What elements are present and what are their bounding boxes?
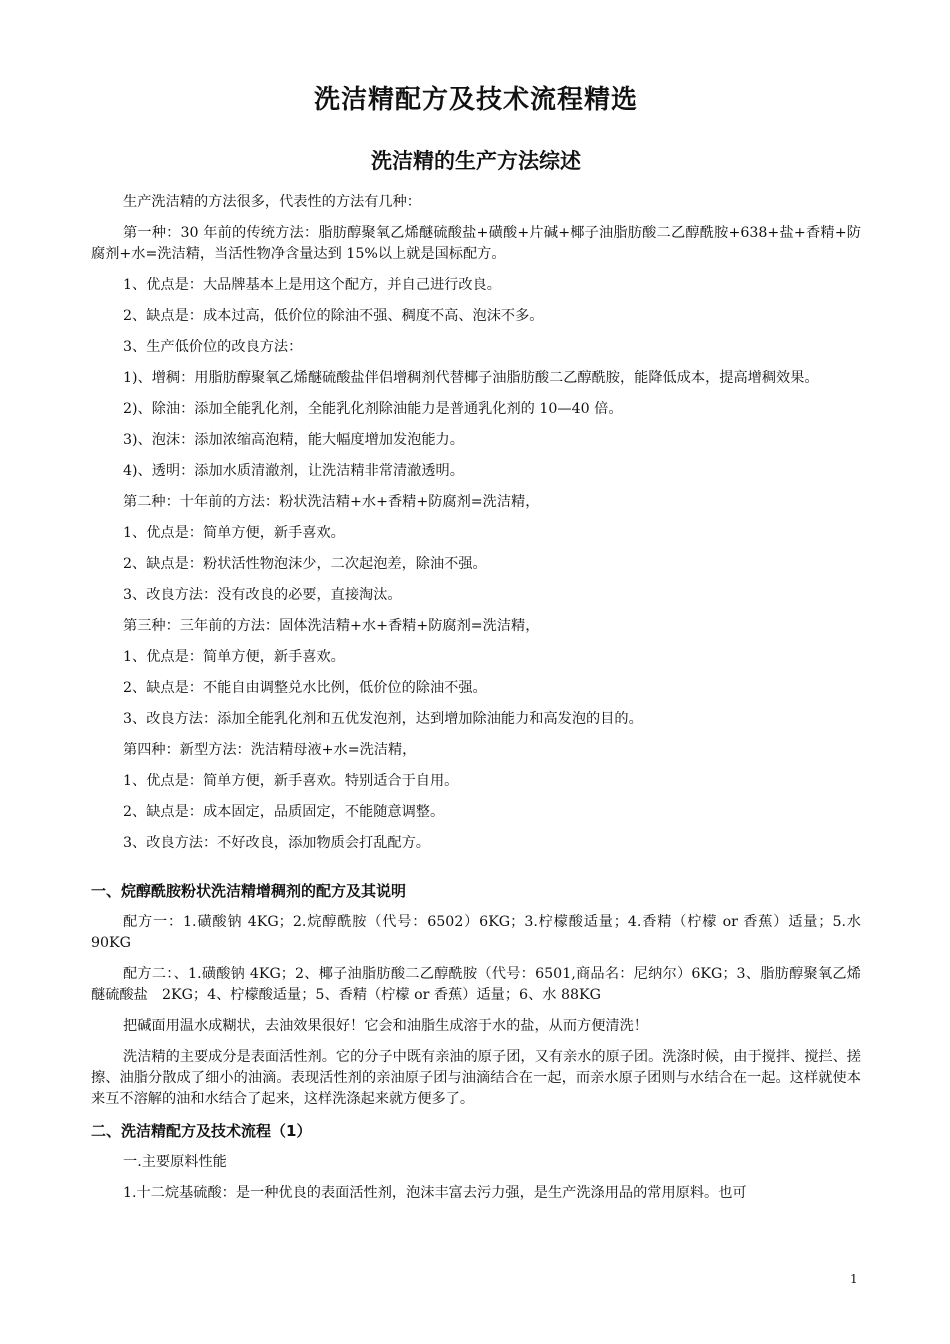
paragraph: 1)、增稠：用脂肪醇聚氧乙烯醚硫酸盐伴侣增稠剂代替椰子油脂肪酸二乙醇酰胺，能降低成本，提高增稠效果。 [123, 370, 819, 386]
document-title: 洗洁精配方及技术流程精选 [313, 85, 638, 115]
paragraph: 4)、透明：添加水质清澈剂，让洗洁精非常清澈透明。 [123, 463, 464, 479]
paragraph: 1.十二烷基硫酸：是一种优良的表面活性剂，泡沫丰富去污力强，是生产洗涤用品的常用原料。也可 [123, 1185, 747, 1201]
paragraph: 2、缺点是：成本过高，低价位的除油不强、稠度不高、泡沫不多。 [123, 308, 544, 324]
paragraph: 第三种：三年前的方法：固体洗洁精+水+香精+防腐剂=洗洁精， [123, 618, 540, 634]
paragraph: 1、优点是：简单方便，新手喜欢。 [123, 649, 345, 665]
paragraph: 1、优点是：简单方便，新手喜欢。特别适合于自用。 [123, 773, 459, 789]
paragraph: 1、优点是：大品牌基本上是用这个配方，并自己进行改良。 [123, 277, 501, 293]
paragraph: 2、缺点是：粉状活性物泡沫少，二次起泡差，除油不强。 [123, 556, 487, 572]
paragraph: 3)、泡沫：添加浓缩高泡精，能大幅度增加发泡能力。 [123, 432, 464, 448]
paragraph: 第一种：30 年前的传统方法：脂肪醇聚氧乙烯醚硫酸盐+磺酸+片碱+椰子油脂肪酸二乙醇酰胺+638+盐+香精+防腐剂+水=洗洁精，当活性物净含量达到 15%以上就是国标配方。 [91, 225, 861, 262]
paragraph: 把碱面用温水成糊状，去油效果很好！它会和油脂生成溶于水的盐，从而方便清洗！ [123, 1018, 648, 1034]
paragraph: 1、优点是：简单方便，新手喜欢。 [123, 525, 345, 541]
paragraph: 3、改良方法：没有改良的必要，直接淘汰。 [123, 587, 402, 603]
section-heading: 二、洗洁精配方及技术流程（1） [91, 1122, 312, 1140]
paragraph: 生产洗洁精的方法很多，代表性的方法有几种： [123, 194, 421, 210]
paragraph: 配方一：1.磺酸钠 4KG；2.烷醇酰胺（代号：6502）6KG；3.柠檬酸适量；4.香精（柠檬 or 香蕉）适量；5.水 90KG [91, 914, 861, 951]
document-subtitle: 洗洁精的生产方法综述 [371, 149, 581, 173]
paragraph: 第二种：十年前的方法：粉状洗洁精+水+香精+防腐剂=洗洁精， [123, 494, 540, 510]
page-number: 1 [850, 1272, 858, 1286]
paragraph: 洗洁精的主要成分是表面活性剂。它的分子中既有亲油的原子团，又有亲水的原子团。洗涤时候，由于搅拌、搅拦、搓擦、油脂分散成了细小的油滴。表现活性剂的亲油原子团与油滴结合在一起，而亲水原子团则与水结合在一起。这样就使本来互不溶解的油和水结合了起来，这样洗涤起来就方便多了。 [91, 1049, 861, 1107]
paragraph: 2、缺点是：成本固定，品质固定，不能随意调整。 [123, 804, 445, 820]
paragraph: 3、改良方法：添加全能乳化剂和五优发泡剂，达到增加除油能力和高发泡的目的。 [123, 711, 643, 727]
paragraph: 一.主要原料性能 [123, 1154, 227, 1170]
document-body [91, 192, 861, 1214]
document-page [91, 0, 861, 1344]
paragraph: 配方二：、1.磺酸钠 4KG；2、椰子油脂肪酸二乙醇酰胺（代号：6501,商品名：尼纳尔）6KG；3、脂肪醇聚氧乙烯醚硫酸盐 2KG；4、柠檬酸适量；5、香精（柠檬 or 香蕉）适量；6、水 88KG [91, 966, 861, 1003]
paragraph: 第四种：新型方法：洗洁精母液+水=洗洁精， [123, 742, 417, 758]
paragraph: 3、改良方法：不好改良，添加物质会打乱配方。 [123, 835, 430, 851]
paragraph: 2)、除油：添加全能乳化剂，全能乳化剂除油能力是普通乳化剂的 10—40 倍。 [123, 401, 623, 417]
section-heading: 一、烷醇酰胺粉状洗洁精增稠剂的配方及其说明 [91, 882, 407, 900]
paragraph: 3、生产低价位的改良方法： [123, 339, 303, 355]
paragraph: 2、缺点是：不能自由调整兑水比例，低价位的除油不强。 [123, 680, 487, 696]
